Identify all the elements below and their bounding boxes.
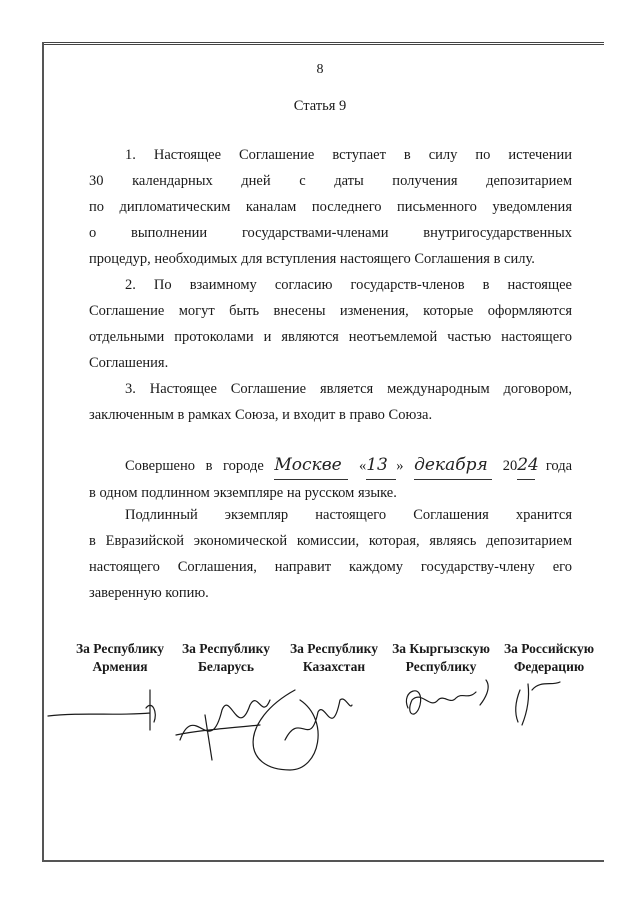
paragraph-line: отдельными протоколами и являются неотъемлемой частью настоящего — [89, 329, 572, 345]
paragraph-line: 3. Настоящее Соглашение является международным договором, — [125, 381, 572, 397]
signature-armenia — [48, 690, 155, 730]
signatory-armenia — [66, 640, 174, 676]
signatory-russia — [494, 640, 604, 676]
paragraph-done-at — [89, 452, 572, 506]
month-field — [414, 452, 492, 480]
signatory-line1: За Республику — [76, 641, 164, 656]
paragraph-amendments — [89, 272, 572, 376]
signatory-belarus — [172, 640, 280, 676]
paragraph-line: по дипломатическим каналам последнего письменного уведомления — [89, 199, 572, 215]
paragraph-line: Соглашение могут быть внесены изменения, которые оформляются — [89, 303, 572, 319]
paragraph-entry-into-force — [89, 142, 572, 272]
open-quote: « — [358, 458, 367, 474]
article-title: Статья 9 — [293, 98, 347, 114]
paragraph-depositary — [89, 502, 572, 606]
paragraph-line: настоящего Соглашения, направит каждому государству-члену его — [89, 559, 572, 575]
signatory-line2: Беларусь — [197, 659, 255, 674]
done-line-2: в одном подлинном экземпляре на русском языке. — [89, 485, 397, 501]
paragraph-line: 1. Настоящее Соглашение вступает в силу по истечении — [125, 147, 572, 163]
year-prefix: 20 — [502, 458, 518, 474]
city-handwritten: Москве — [274, 455, 342, 475]
signatory-line1: За Кыргызскую — [392, 641, 490, 656]
month-handwritten: декабря — [414, 455, 488, 475]
signatory-kyrgyzstan — [386, 640, 496, 676]
page-border-bottom — [44, 860, 604, 862]
year-handwritten: 24 — [517, 455, 539, 475]
paragraph-line: Подлинный экземпляр настоящего Соглашения хранится — [125, 507, 572, 523]
signatory-line2: Армения — [92, 659, 148, 674]
signatory-line2: Федерацию — [513, 659, 585, 674]
day-handwritten: 13 — [366, 455, 388, 475]
paragraph-line: 2. По взаимному согласию государств-членов в настоящее — [125, 277, 572, 293]
signature-russia — [516, 682, 560, 725]
signatory-line1: За Российскую — [503, 641, 595, 656]
signatory-kazakhstan — [280, 640, 388, 676]
done-prefix: Совершено в городе — [125, 458, 264, 474]
paragraph-line: заключенным в рамках Союза, и входит в право Союза. — [89, 407, 433, 423]
day-field — [366, 452, 396, 480]
paragraph-line: 30 календарных дней с даты получения депозитарием — [89, 173, 572, 189]
done-line — [89, 452, 572, 480]
close-quote: » — [396, 458, 404, 474]
signature-kazakhstan — [253, 690, 352, 770]
paragraph-line: о выполнении государствами-членами внутригосударственных — [89, 225, 572, 241]
paragraph-line: Соглашения. — [89, 355, 169, 371]
signature-belarus — [176, 700, 270, 760]
paragraph-international-treaty — [89, 376, 572, 428]
paragraph-line: заверенную копию. — [89, 585, 209, 601]
page-number: 8 — [316, 62, 324, 77]
year-group — [502, 455, 539, 475]
paragraph-line: в Евразийской экономической комиссии, которая, являясь депозитарием — [89, 533, 572, 549]
page-border-left — [42, 42, 44, 862]
signatory-line1: За Республику — [290, 641, 378, 656]
signatory-line1: За Республику — [182, 641, 270, 656]
city-field — [274, 452, 348, 480]
year-field — [517, 452, 539, 480]
signatory-line2: Республику — [405, 659, 477, 674]
signature-kyrgyzstan — [406, 680, 488, 714]
signatory-line2: Казахстан — [302, 659, 366, 674]
year-word: года — [545, 458, 573, 474]
page-border-top — [44, 42, 604, 45]
paragraph-line: процедур, необходимых для вступления настоящего Соглашения в силу. — [89, 251, 535, 267]
